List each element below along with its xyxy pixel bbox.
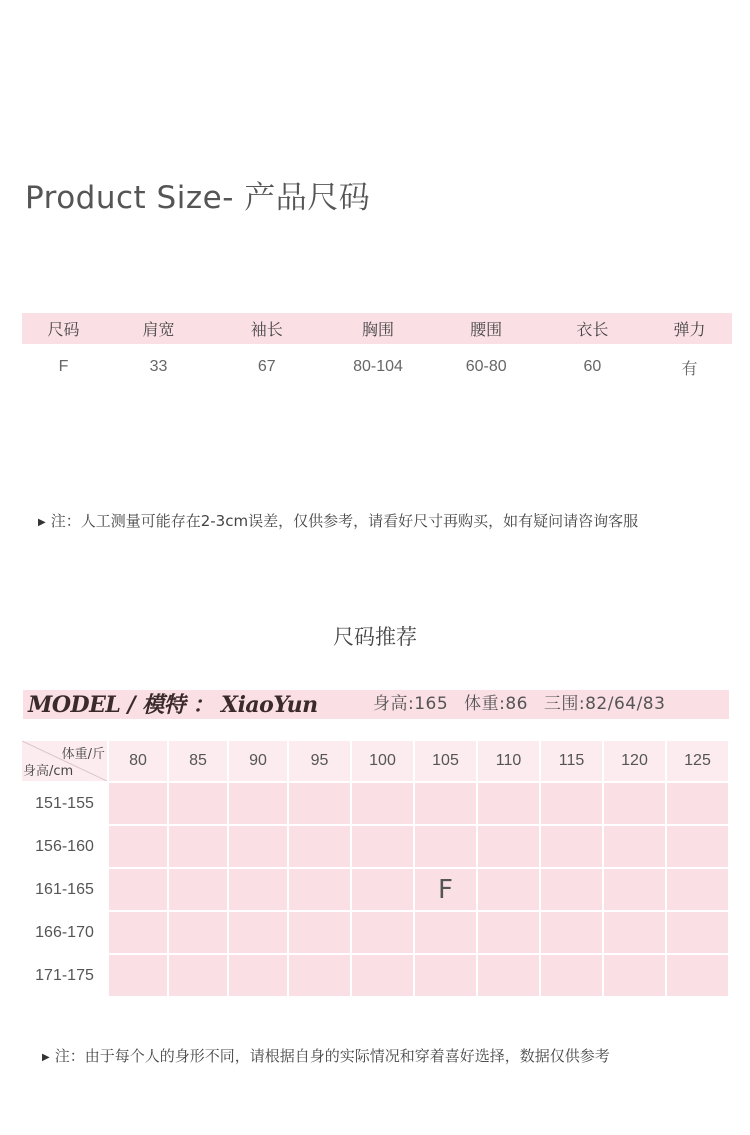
grid-cell <box>667 826 728 867</box>
grid-cell <box>604 955 665 996</box>
grid-cell <box>415 783 476 824</box>
model-height: 身高:165 <box>373 694 449 714</box>
grid-row <box>22 826 728 867</box>
weight-header-cell: 95 <box>289 741 350 781</box>
measurement-note-text: 注：人工测量可能存在2-3cm误差，仅供参考，请看好尺寸再购买，如有疑问请咨询客服 <box>50 512 639 530</box>
corner-weight-label: 体重/斤 <box>61 747 105 762</box>
triangle-bullet-icon: ▶ <box>42 1052 50 1063</box>
recommend-note-text: 注：由于每个人的身形不同，请根据自身的实际情况和穿着喜好选择，数据仅供参考 <box>54 1047 610 1065</box>
weight-header-cell: 120 <box>604 741 665 781</box>
model-info-bar <box>23 690 729 719</box>
grid-cell <box>169 826 227 867</box>
grid-cell <box>478 869 539 910</box>
corner-height-label: 身高/cm <box>23 764 74 779</box>
grid-cell <box>289 826 350 867</box>
grid-cell <box>478 783 539 824</box>
size-header-cell: 袖长 <box>212 313 321 344</box>
height-label-cell: 151-155 <box>22 783 107 824</box>
height-label-cell: 171-175 <box>22 955 107 996</box>
model-measurements: 三围:82/64/83 <box>543 694 666 714</box>
grid-cell <box>109 869 167 910</box>
grid-cell <box>169 869 227 910</box>
size-table <box>22 313 732 390</box>
grid-cell <box>229 869 287 910</box>
size-header-cell: 衣长 <box>538 313 647 344</box>
size-cell: 60-80 <box>465 358 507 375</box>
grid-corner <box>22 741 107 781</box>
model-stats <box>373 690 675 718</box>
grid-cell <box>667 912 728 953</box>
grid-cell <box>415 826 476 867</box>
weight-header-cell: 110 <box>478 741 539 781</box>
grid-cell <box>541 869 602 910</box>
height-label-cell: 156-160 <box>22 826 107 867</box>
weight-header-cell: 115 <box>541 741 602 781</box>
recommend-title: 尺码推荐 <box>333 625 417 649</box>
size-cell: F <box>58 358 69 375</box>
grid-cell <box>289 912 350 953</box>
model-name: MODEL / 模特 ： XiaoYun <box>28 692 318 718</box>
size-header-cell: 弹力 <box>647 313 732 344</box>
grid-cell <box>289 869 350 910</box>
grid-cell <box>604 869 665 910</box>
grid-cell <box>169 912 227 953</box>
grid-cell <box>667 869 728 910</box>
grid-cell <box>415 912 476 953</box>
size-table-row <box>22 344 732 390</box>
grid-cell <box>229 955 287 996</box>
size-cell: 80-104 <box>353 358 403 375</box>
size-header-cell: 肩宽 <box>105 313 212 344</box>
size-table-header <box>22 313 732 344</box>
grid-cell <box>352 869 413 910</box>
grid-cell <box>604 912 665 953</box>
grid-row <box>22 869 728 910</box>
measurement-note <box>38 510 638 531</box>
grid-cell <box>169 783 227 824</box>
triangle-bullet-icon: ▶ <box>38 517 46 528</box>
weight-header-cell: 105 <box>415 741 476 781</box>
grid-cell <box>229 912 287 953</box>
grid-cell <box>109 783 167 824</box>
grid-cell <box>667 783 728 824</box>
grid-cell <box>478 955 539 996</box>
grid-cell <box>352 955 413 996</box>
page-title: Product Size- 产品尺码 <box>25 180 371 216</box>
grid-cell <box>352 912 413 953</box>
recommended-size-cell: F <box>415 869 476 910</box>
grid-cell <box>478 826 539 867</box>
grid-cell <box>478 912 539 953</box>
grid-cell <box>604 826 665 867</box>
grid-cell <box>415 955 476 996</box>
grid-cell <box>289 955 350 996</box>
grid-row <box>22 955 728 996</box>
grid-cell <box>667 955 728 996</box>
weight-header-cell: 100 <box>352 741 413 781</box>
size-cell: 有 <box>681 360 698 378</box>
weight-header-cell: 125 <box>667 741 728 781</box>
weight-header-cell: 80 <box>109 741 167 781</box>
grid-cell <box>541 783 602 824</box>
grid-cell <box>352 783 413 824</box>
size-cell: 67 <box>257 358 276 375</box>
grid-cell <box>541 955 602 996</box>
size-header-cell: 腰围 <box>435 313 538 344</box>
grid-cell <box>541 912 602 953</box>
size-cell: 33 <box>149 358 168 375</box>
grid-cell <box>169 955 227 996</box>
height-label-cell: 161-165 <box>22 869 107 910</box>
size-header-cell: 尺码 <box>22 313 105 344</box>
grid-row <box>22 912 728 953</box>
size-cell: 60 <box>583 358 602 375</box>
grid-cell <box>541 826 602 867</box>
weight-header-cell: 90 <box>229 741 287 781</box>
grid-cell <box>604 783 665 824</box>
grid-cell <box>109 912 167 953</box>
grid-cell <box>289 783 350 824</box>
height-label-cell: 166-170 <box>22 912 107 953</box>
model-weight: 体重:86 <box>464 694 528 714</box>
recommend-note <box>42 1045 610 1066</box>
grid-cell <box>352 826 413 867</box>
grid-cell <box>109 826 167 867</box>
grid-cell <box>229 826 287 867</box>
weight-header-cell: 85 <box>169 741 227 781</box>
grid-cell <box>229 783 287 824</box>
size-recommend-grid <box>20 739 730 998</box>
grid-cell <box>109 955 167 996</box>
size-header-cell: 胸围 <box>321 313 434 344</box>
grid-row <box>22 783 728 824</box>
